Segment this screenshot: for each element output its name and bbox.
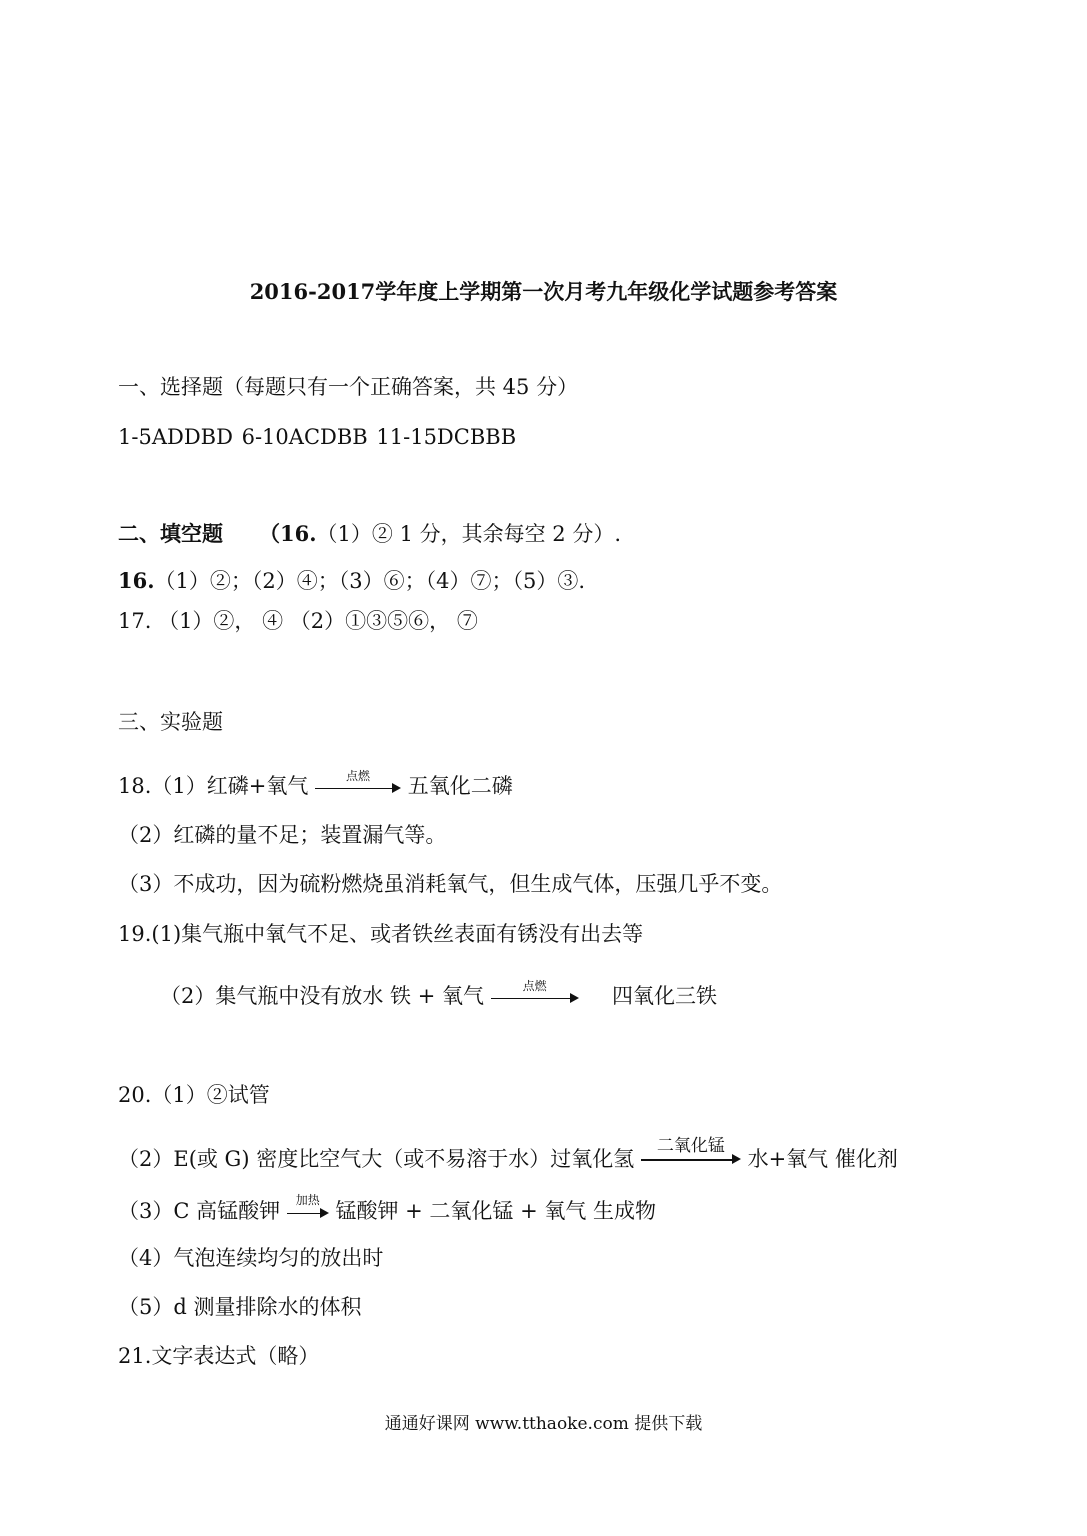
- answer-20-2: [118, 1136, 898, 1175]
- answer-17: 17. （1）②， ④ （2）①③⑤⑥， ⑦: [118, 609, 478, 633]
- answer-20-5: （5）d 测量排除水的体积: [118, 1295, 362, 1319]
- answer-16-number: 16.: [118, 568, 155, 593]
- reaction-arrow: [315, 768, 401, 801]
- arrow-shaft: [491, 998, 573, 999]
- section2-heading: [118, 520, 621, 548]
- section1-heading: 一、选择题（每题只有一个正确答案，共 45 分）: [118, 375, 579, 399]
- answer-18-1-reactants: 18.（1）红磷+氧气: [118, 773, 309, 798]
- answer-19-2: [160, 980, 717, 1011]
- reaction-arrow: [491, 978, 579, 1011]
- answer-20-1: 20.（1）②试管: [118, 1083, 270, 1107]
- arrow-shaft: [641, 1159, 735, 1161]
- section2-heading-note-num: （16.: [259, 521, 317, 546]
- reaction-condition: 点燃: [522, 978, 547, 993]
- answer-20-3: [118, 1192, 657, 1226]
- reaction-arrow: [641, 1136, 741, 1175]
- arrow-head-icon: [732, 1154, 741, 1164]
- answer-18-2: （2）红磷的量不足；装置漏气等。: [118, 823, 447, 847]
- answer-18-1: [118, 770, 513, 801]
- section2-heading-note: （1）② 1 分，其余每空 2 分）.: [316, 522, 622, 546]
- answer-20-3-products: 锰酸钾 + 二氧化锰 + 氧气 生成物: [335, 1198, 657, 1223]
- answer-19-1: 19.(1)集气瓶中氧气不足、或者铁丝表面有锈没有出去等: [118, 922, 644, 946]
- section2-heading-label: 二、填空题: [118, 521, 223, 546]
- section1-answers: 1-5ADDBD 6-10ACDBB 11-15DCBBB: [118, 425, 517, 449]
- answer-19-2-products: 四氧化三铁: [612, 983, 718, 1008]
- section3-heading: 三、实验题: [118, 710, 223, 734]
- answer-21: 21.文字表达式（略）: [118, 1344, 320, 1368]
- answer-19-2-reactants: （2）集气瓶中没有放水 铁 + 氧气: [160, 983, 484, 1008]
- answer-16-text: （1）②；（2）④；（3）⑥；（4）⑦；（5）③.: [154, 569, 586, 593]
- answer-20-3-reactants: （3）C 高锰酸钾: [118, 1198, 281, 1223]
- arrow-shaft: [315, 788, 395, 789]
- answer-18-3: （3）不成功，因为硫粉燃烧虽消耗氧气，但生成气体，压强几乎不变。: [118, 872, 783, 896]
- reaction-condition: 点燃: [346, 768, 371, 783]
- arrow-head-icon: [392, 783, 401, 793]
- arrow-head-icon: [570, 993, 579, 1003]
- page-footer: 通通好课网 www.tthaoke.com 提供下载: [384, 1414, 703, 1434]
- arrow-shaft: [287, 1213, 323, 1214]
- answer-16: [118, 567, 585, 595]
- document-title: 2016-2017学年度上学期第一次月考九年级化学试题参考答案: [249, 279, 838, 304]
- reaction-arrow: [287, 1192, 329, 1226]
- reaction-condition: 加热: [295, 1192, 320, 1207]
- answer-20-2-reactants: （2）E(或 G) 密度比空气大（或不易溶于水）过氧化氢: [118, 1147, 635, 1171]
- answer-20-2-products: 水+氧气 催化剂: [747, 1147, 898, 1171]
- arrow-head-icon: [320, 1208, 329, 1218]
- answer-18-1-products: 五氧化二磷: [407, 773, 513, 798]
- reaction-condition: 二氧化锰: [656, 1136, 725, 1156]
- answer-20-4: （4）气泡连续均匀的放出时: [118, 1246, 384, 1270]
